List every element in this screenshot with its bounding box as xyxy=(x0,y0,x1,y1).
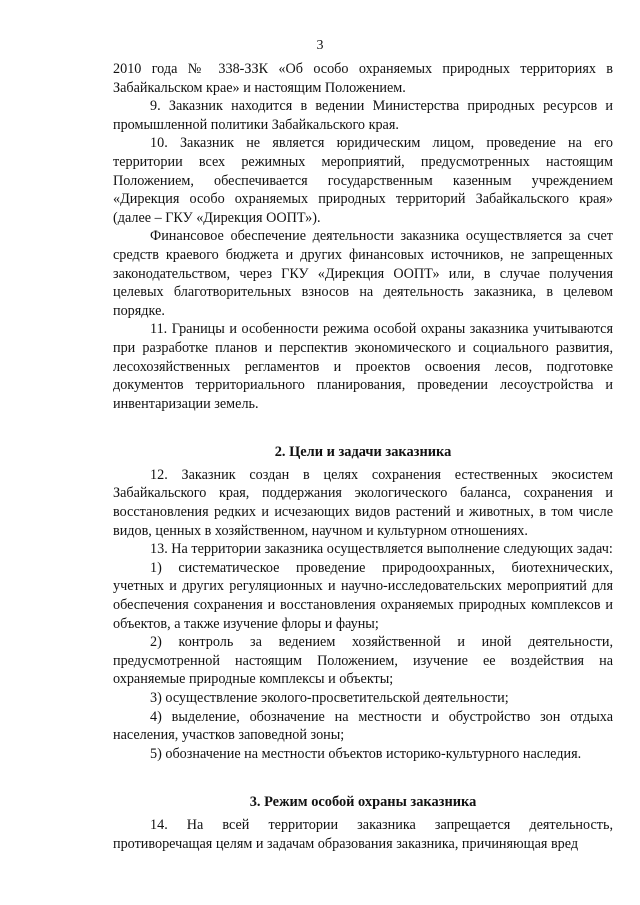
paragraph-10-financing: Финансовое обеспечение деятельности заказника осуществляется за счет средств краевого бюджета и других финансовых источников, не запрещенных законодательством, через ГКУ «Дирекция ООПТ» или, в случае получения целевых благотворительных взносов на деятельность заказника, в целевом порядке. xyxy=(113,228,613,319)
section-2-heading: 2. Цели и задачи заказника xyxy=(274,444,452,461)
page-number: 3 xyxy=(316,38,324,53)
list-item-13-2: 2) контроль за ведением хозяйственной и иной деятельности, предусмотренной настоящим Положением, изучение ее воздействия на охраняемые природные комплексы и объекты; xyxy=(113,634,613,688)
list-item-13-5: 5) обозначение на местности объектов историко-культурного наследия. xyxy=(150,745,582,762)
paragraph-9: 9. Заказник находится в ведении Министерства природных ресурсов и промышленной политики Забайкальского края. xyxy=(113,98,613,133)
list-item-13-1: 1) систематическое проведение природоохранных, биотехнических, учетных и других регуляционных и научно-исследовательских мероприятий для обеспечения сохранения и восстановления охраняемых природных комплексов и объектов, а также изучение флоры и фауны; xyxy=(113,559,613,632)
document-body xyxy=(113,60,613,853)
section-3-heading: 3. Режим особой охраны заказника xyxy=(249,794,477,811)
paragraph-10: 10. Заказник не является юридическим лицом, проведение на его территории всех режимных мероприятий, предусмотренных настоящим Положением, обеспечивается государственным казенным учреждением «Дирекция особо охраняемых природных территорий Забайкальского края» (далее – ГКУ «Дирекция ООПТ»). xyxy=(113,135,613,226)
paragraph-continuation: 2010 года № 338-ЗЗК «Об особо охраняемых природных территориях в Забайкальском крае» и настоящим Положением. xyxy=(113,61,613,96)
paragraph-12: 12. Заказник создан в целях сохранения естественных экосистем Забайкальского края, поддержания экологического баланса, сохранения и восстановления редких и исчезающих видов растений и животных, в том числе видов, ценных в хозяйственном, научном и культурном отношениях. xyxy=(113,466,613,539)
list-item-13-3: 3) осуществление эколого-просветительской деятельности; xyxy=(150,690,509,706)
paragraph-13: 13. На территории заказника осуществляется выполнение следующих задач: xyxy=(150,541,613,558)
paragraph-14: 14. На всей территории заказника запрещается деятельность, противоречащая целям и задачам образования заказника, причиняющая вред xyxy=(113,816,613,852)
paragraph-11: 11. Границы и особенности режима особой охраны заказника учитываются при разработке планов и перспектив экономического и социального развития, лесохозяйственных регламентов и проектов освоения лесов, подготовке документов территориального планирования, проведении лесоустройства и инвентаризации земель. xyxy=(113,321,613,412)
list-item-13-4: 4) выделение, обозначение на местности и обустройство зон отдыха населения, участков заповедной зоны; xyxy=(113,708,613,744)
